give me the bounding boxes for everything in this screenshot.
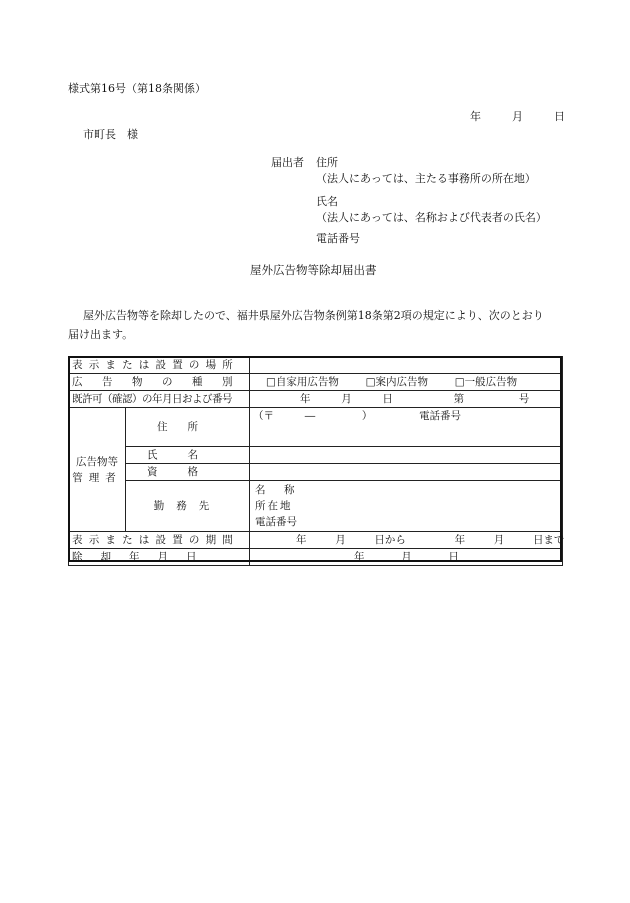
row-location xyxy=(69,357,563,374)
removal-month: 月 xyxy=(401,551,412,563)
row-period xyxy=(69,532,563,549)
date-month: 月 xyxy=(512,110,523,123)
type-options-cell xyxy=(250,374,563,391)
permit-label: 既許可（確認）の年月日および番号 xyxy=(69,391,250,408)
document-title: 屋外広告物等除却届出書 xyxy=(250,263,377,277)
row-manager-workplace xyxy=(69,481,563,532)
permit-year: 年 xyxy=(300,393,311,405)
type-label: 広告物の種別 xyxy=(72,376,252,388)
permit-no-prefix: 第 xyxy=(453,393,465,405)
date-year: 年 xyxy=(470,110,481,123)
manager-address-label-cell xyxy=(126,408,250,447)
removal-label xyxy=(72,550,246,564)
type-option-general[interactable]: □一般広告物 xyxy=(454,376,518,388)
manager-label-line2: 管理者 xyxy=(72,471,122,484)
row-removal xyxy=(69,549,563,566)
permit-day: 日 xyxy=(382,393,393,405)
period-to-day: 日まで xyxy=(532,534,565,546)
manager-name-input[interactable] xyxy=(250,447,563,464)
manager-label-line1: 広告物等 xyxy=(76,455,118,468)
row-manager-qualification xyxy=(69,464,563,481)
manager-address-input[interactable] xyxy=(250,408,563,447)
applicant-label: 届出者 xyxy=(271,156,304,169)
period-from-day: 日から xyxy=(374,534,406,546)
body-text-line2: 届け出ます。 xyxy=(68,328,134,341)
period-to-year: 年 xyxy=(454,534,466,546)
removal-label-cell xyxy=(69,549,250,566)
manager-workplace-label: 勤務先 xyxy=(153,500,222,512)
type-label-cell xyxy=(69,374,250,391)
period-from-month: 月 xyxy=(335,534,346,546)
manager-phone-label: 電話番号 xyxy=(419,410,462,422)
manager-workplace-label-cell xyxy=(126,481,250,532)
applicant-phone-label: 電話番号 xyxy=(316,232,360,245)
removal-year: 年 xyxy=(354,551,365,563)
postal-open: （〒 xyxy=(253,410,274,422)
row-manager-name xyxy=(69,447,563,464)
form-table xyxy=(68,356,563,566)
workplace-phone-label: 電話番号 xyxy=(255,516,297,528)
applicant-address-label: 住所 xyxy=(316,156,338,169)
postal-dash: ― xyxy=(304,410,316,422)
date-day: 日 xyxy=(554,110,565,123)
permit-month: 月 xyxy=(341,393,352,405)
manager-qualification-label-cell xyxy=(126,464,250,481)
location-label-cell xyxy=(69,357,250,374)
location-input[interactable] xyxy=(250,357,563,374)
workplace-address-label: 所在地 xyxy=(255,500,293,512)
body-text-line1: 屋外広告物等を除却したので、福井県屋外広告物条例第18条第2項の規定により、次のとおり xyxy=(83,309,544,322)
manager-label-cell xyxy=(69,408,126,532)
manager-workplace-input[interactable] xyxy=(250,481,563,532)
workplace-name-label: 名 称 xyxy=(255,484,299,496)
submission-date xyxy=(470,108,565,124)
postal-close: ） xyxy=(361,410,373,422)
permit-no-suffix: 号 xyxy=(518,393,530,405)
manager-name-label-cell xyxy=(126,447,250,464)
removal-value-cell[interactable] xyxy=(250,549,563,566)
form-number: 様式第16号（第18条関係） xyxy=(68,82,206,95)
period-label-cell xyxy=(69,532,250,549)
row-type xyxy=(69,374,563,391)
row-permit xyxy=(69,391,563,408)
period-value-cell[interactable] xyxy=(250,532,563,549)
period-label: 表示または設置の期間 xyxy=(72,534,239,546)
manager-address-label: 住所 xyxy=(157,421,218,433)
applicant-name-note: （法人にあっては、名称および代表者の氏名） xyxy=(316,211,547,224)
type-option-guide[interactable]: □案内広告物 xyxy=(365,376,429,388)
manager-qualification-input[interactable] xyxy=(250,464,563,481)
manager-qualification-label: 資格 xyxy=(147,466,228,478)
removal-day: 日 xyxy=(448,551,459,563)
row-manager-address xyxy=(69,408,563,447)
period-to-month: 月 xyxy=(493,534,505,546)
manager-name-label: 氏名 xyxy=(147,449,228,461)
location-label: 表示または設置の場所 xyxy=(72,359,239,371)
period-from-year: 年 xyxy=(296,534,307,546)
applicant-address-note: （法人にあっては、主たる事務所の所在地） xyxy=(316,172,536,185)
type-option-private[interactable]: □自家用広告物 xyxy=(266,376,339,388)
applicant-name-label: 氏名 xyxy=(316,195,338,208)
removal-label-text: 除却年月日 xyxy=(72,551,215,563)
recipient: 市町長 様 xyxy=(83,128,138,141)
permit-value-cell[interactable] xyxy=(250,391,563,408)
